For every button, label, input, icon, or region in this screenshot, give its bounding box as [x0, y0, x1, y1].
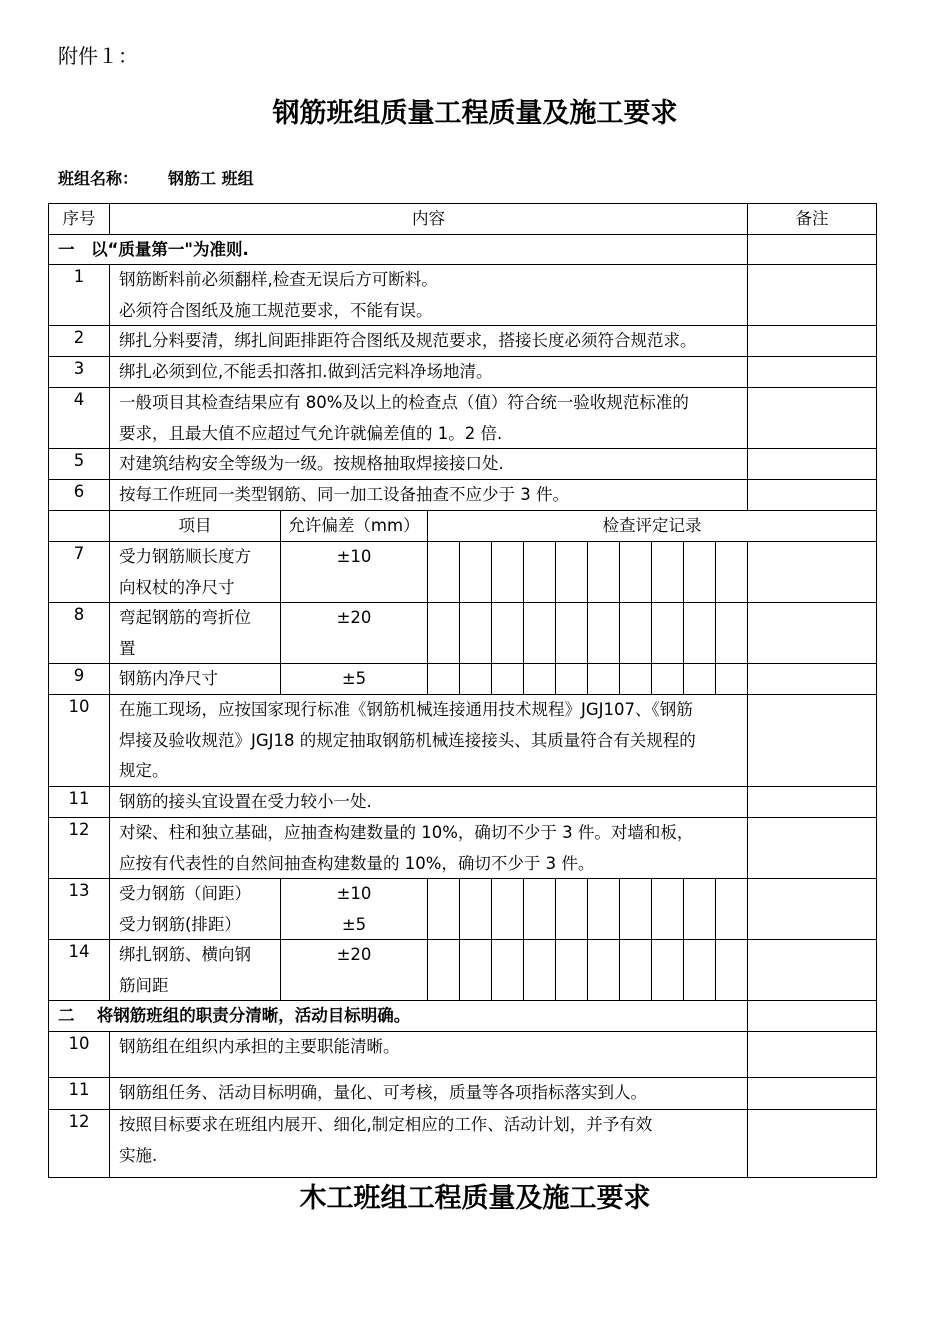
record-cell — [555, 939, 588, 1001]
record-cell — [715, 939, 748, 1001]
content-line: 钢筋组在组织内承担的主要职能清晰。 — [119, 1037, 400, 1056]
item-line: 受力钢筋(排距） — [119, 914, 241, 934]
record-cell — [555, 602, 588, 664]
inspect-tolerance — [280, 939, 428, 1001]
inspect-item — [109, 541, 281, 603]
record-cell — [555, 663, 588, 695]
row-number: 14 — [48, 939, 110, 1001]
item-line: 置 — [119, 638, 136, 658]
record-cell — [651, 602, 684, 664]
row-number: 10 — [48, 1031, 110, 1078]
record-cell — [427, 602, 460, 664]
record-cell — [427, 939, 460, 1001]
inspect-header-tolerance: 允许偏差（mm） — [280, 510, 428, 542]
item-line: 钢筋内净尺寸 — [119, 669, 218, 688]
record-cell — [619, 878, 652, 940]
inspect-item — [109, 939, 281, 1001]
remark-cell — [747, 234, 877, 265]
content-line: 规定。 — [119, 761, 169, 780]
row-number: 3 — [48, 356, 110, 388]
record-cell — [555, 541, 588, 603]
page-title: 钢筋班组质量工程质量及施工要求 — [272, 98, 678, 129]
remark-cell — [747, 817, 877, 879]
item-line: 绑扎钢筋、横向钢 — [119, 945, 251, 964]
remark-cell — [747, 1000, 877, 1032]
record-cell — [715, 663, 748, 695]
item-line: 筋间距 — [119, 975, 169, 995]
row-number — [48, 510, 110, 542]
record-cell — [491, 663, 524, 695]
record-cell — [523, 939, 556, 1001]
record-cell — [651, 663, 684, 695]
record-cell — [523, 541, 556, 603]
record-cell — [459, 878, 492, 940]
row-content — [109, 1031, 748, 1078]
record-cell — [427, 663, 460, 695]
inspect-header-record: 检查评定记录 — [427, 510, 877, 542]
record-cell — [715, 878, 748, 940]
header-seq: 序号 — [48, 203, 110, 235]
remark-cell — [747, 325, 877, 357]
record-cell — [587, 602, 620, 664]
tolerance-line: ±20 — [336, 945, 372, 964]
row-number: 11 — [48, 1077, 110, 1110]
tolerance-line: ±5 — [341, 914, 367, 934]
inspect-tolerance — [280, 602, 428, 664]
record-cell — [651, 878, 684, 940]
remark-cell — [747, 1031, 877, 1078]
remark-cell — [747, 694, 877, 787]
content-line: 钢筋的接头宜设置在受力较小一处. — [119, 792, 372, 811]
record-cell — [683, 541, 716, 603]
content-line: 应按有代表性的自然间抽查构建数量的 10%，确切不少于 3 件。 — [119, 853, 595, 873]
content-line: 在施工现场，应按国家现行标准《钢筋机械连接通用技术规程》JGJ107、《钢筋 — [119, 700, 693, 719]
record-cell — [459, 541, 492, 603]
row-number: 12 — [48, 1109, 110, 1178]
header-content: 内容 — [109, 203, 748, 235]
content-line: 按照目标要求在班组内展开、细化,制定相应的工作、活动计划，并予有效 — [119, 1115, 653, 1134]
inspect-item — [109, 878, 281, 940]
content-line: 焊接及验收规范》JGJ18 的规定抽取钢筋机械连接接头、其质量符合有关规程的 — [119, 730, 696, 750]
row-content — [109, 817, 748, 879]
tolerance-line: ±10 — [336, 884, 372, 903]
content-line: 钢筋组任务、活动目标明确，量化、可考核，质量等各项指标落实到人。 — [119, 1083, 647, 1102]
row-number: 4 — [48, 387, 110, 449]
row-number: 1 — [48, 264, 110, 326]
row-number: 2 — [48, 325, 110, 357]
attachment-label: 附件１： — [58, 44, 138, 68]
remark-cell — [747, 939, 877, 1001]
record-cell — [459, 602, 492, 664]
row-number: 6 — [48, 479, 110, 511]
content-line: 实施. — [119, 1145, 158, 1165]
tolerance-line: ±5 — [341, 669, 367, 688]
remark-cell — [747, 663, 877, 695]
content-line: 按每工作班同一类型钢筋、同一加工设备抽查不应少于 3 件。 — [119, 485, 569, 504]
tolerance-line: ±20 — [336, 608, 372, 627]
record-cell — [491, 602, 524, 664]
row-content — [109, 387, 748, 449]
tolerance-line: ±10 — [336, 547, 372, 566]
content-line: 钢筋断料前必须翻样,检查无误后方可断料。 — [119, 270, 438, 289]
content-line: 绑扎分料要清，绑扎间距排距符合图纸及规范要求，搭接长度必须符合规范求。 — [119, 331, 697, 350]
item-line: 受力钢筋（间距） — [119, 884, 251, 903]
header-remark: 备注 — [747, 203, 877, 235]
remark-cell — [747, 1109, 877, 1178]
inspect-tolerance — [280, 541, 428, 603]
row-content — [109, 479, 748, 511]
remark-cell — [747, 1077, 877, 1110]
remark-cell — [747, 479, 877, 511]
record-cell — [491, 541, 524, 603]
record-cell — [683, 878, 716, 940]
row-number: 11 — [48, 786, 110, 818]
row-number: 12 — [48, 817, 110, 879]
row-content — [109, 1109, 748, 1178]
inspect-item — [109, 602, 281, 664]
item-line: 向权杖的净尺寸 — [119, 577, 235, 597]
row-content — [109, 356, 748, 388]
row-number: 9 — [48, 663, 110, 695]
record-cell — [523, 663, 556, 695]
record-cell — [619, 602, 652, 664]
row-content — [109, 786, 748, 818]
content-line: 对梁、柱和独立基础，应抽查构建数量的 10%，确切不少于 3 件。对墙和板， — [119, 823, 694, 842]
record-cell — [683, 602, 716, 664]
inspect-header-item: 项目 — [109, 510, 281, 542]
item-line: 弯起钢筋的弯折位 — [119, 608, 251, 627]
content-line: 一般项目其检查结果应有 80%及以上的检查点（值）符合统一验收规范标准的 — [119, 393, 689, 412]
remark-cell — [747, 264, 877, 326]
row-content — [109, 325, 748, 357]
row-number: 13 — [48, 878, 110, 940]
row-content — [109, 694, 748, 787]
row-number: 7 — [48, 541, 110, 603]
record-cell — [491, 939, 524, 1001]
team-name: 钢筋工 班组 — [168, 169, 254, 188]
row-number: 5 — [48, 448, 110, 480]
item-line: 受力钢筋顺长度方 — [119, 547, 251, 566]
record-cell — [651, 541, 684, 603]
record-cell — [683, 939, 716, 1001]
record-cell — [715, 602, 748, 664]
record-cell — [587, 663, 620, 695]
record-cell — [683, 663, 716, 695]
record-cell — [523, 878, 556, 940]
content-line: 必须符合图纸及施工规范要求，不能有误。 — [119, 300, 433, 320]
section-heading: 二 将钢筋班组的职责分清晰，活动目标明确。 — [48, 1000, 748, 1032]
record-cell — [619, 541, 652, 603]
record-cell — [715, 541, 748, 603]
record-cell — [459, 663, 492, 695]
record-cell — [651, 939, 684, 1001]
record-cell — [459, 939, 492, 1001]
inspect-item — [109, 663, 281, 695]
content-line: 绑扎必须到位,不能丢扣落扣.做到活完料净场地清。 — [119, 362, 493, 381]
row-number: 10 — [48, 694, 110, 787]
remark-cell — [747, 448, 877, 480]
record-cell — [523, 602, 556, 664]
team-label: 班组名称： — [58, 169, 139, 188]
inspect-tolerance — [280, 663, 428, 695]
record-cell — [491, 878, 524, 940]
record-cell — [555, 878, 588, 940]
remark-cell — [747, 878, 877, 940]
remark-cell — [747, 356, 877, 388]
inspect-tolerance — [280, 878, 428, 940]
record-cell — [587, 541, 620, 603]
record-cell — [587, 878, 620, 940]
remark-cell — [747, 786, 877, 818]
section-heading: 一 以“质量第一"为准则. — [48, 234, 748, 265]
remark-cell — [747, 541, 877, 603]
row-content — [109, 448, 748, 480]
remark-cell — [747, 602, 877, 664]
remark-cell — [747, 387, 877, 449]
record-cell — [587, 939, 620, 1001]
record-cell — [427, 541, 460, 603]
row-content — [109, 264, 748, 326]
row-number: 8 — [48, 602, 110, 664]
second-title: 木工班组工程质量及施工要求 — [299, 1183, 651, 1214]
record-cell — [619, 939, 652, 1001]
content-line: 对建筑结构安全等级为一级。按规格抽取焊接接口处. — [119, 454, 504, 473]
content-line: 要求，且最大值不应超过气允许就偏差值的 1。2 倍. — [119, 423, 503, 443]
record-cell — [427, 878, 460, 940]
record-cell — [619, 663, 652, 695]
row-content — [109, 1077, 748, 1110]
